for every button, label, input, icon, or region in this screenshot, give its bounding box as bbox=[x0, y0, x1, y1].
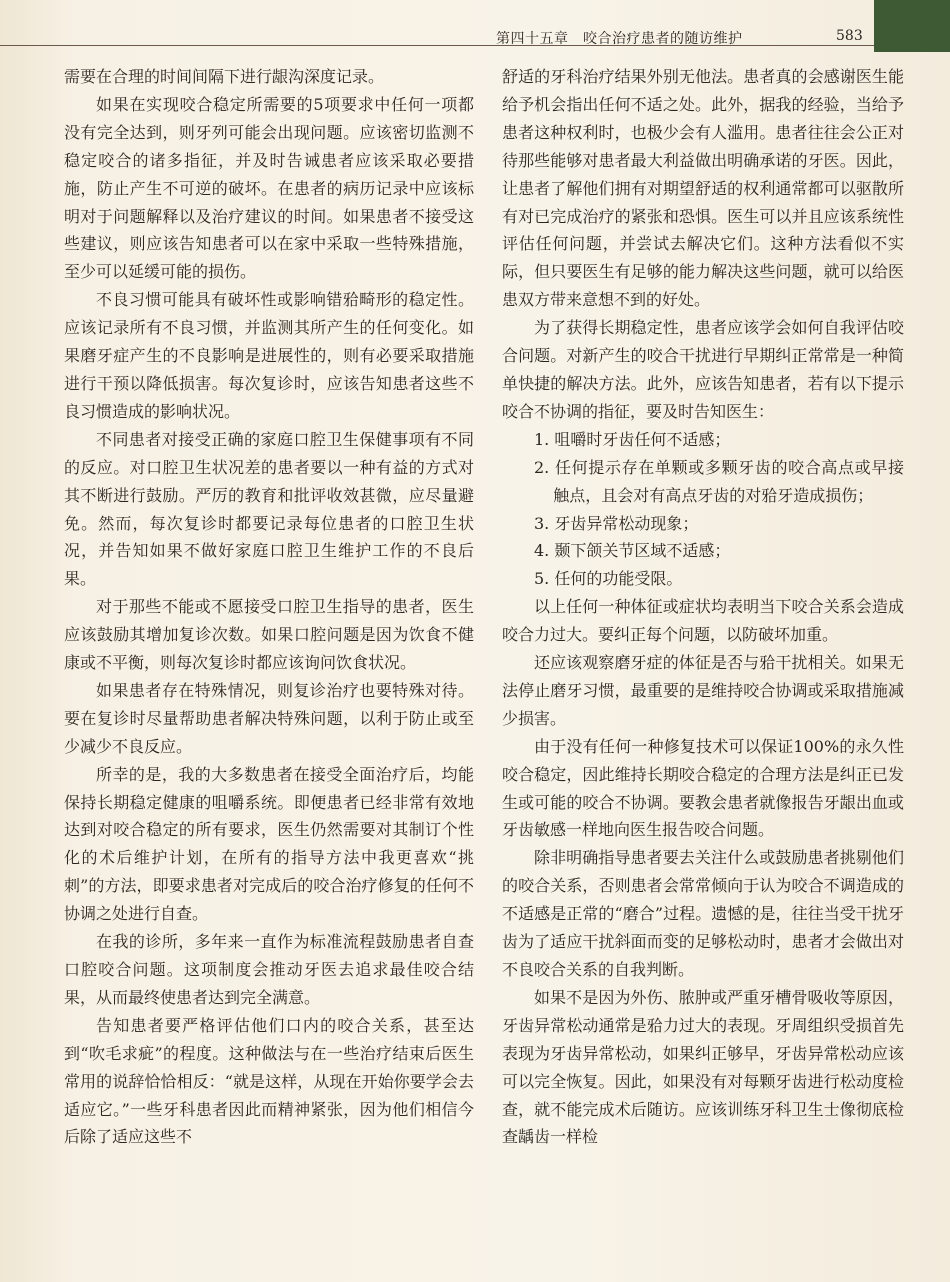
paragraph: 需要在合理的时间间隔下进行龈沟深度记录。 bbox=[64, 67, 385, 86]
paragraph: 不同患者对接受正确的家庭口腔卫生保健事项有不同的反应。对口腔卫生状况差的患者要以一种有益的方式对其不断进行鼓励。严厉的教育和批评收效甚微，应尽量避免。然而，每次复诊时都要记录每位患者的口腔卫生状况，并告知如果不做好家庭口腔卫生维护工作的不良后果。 bbox=[64, 429, 474, 589]
list-item: 2. 任何提示存在单颗或多颗牙齿的咬合高点或早接触点，且会对有高点牙齿的对𬌗牙造成损伤； bbox=[534, 457, 904, 505]
paragraph: 如果在实现咬合稳定所需要的5项要求中任何一项都没有完全达到，则牙列可能会出现问题。应该密切监测不稳定咬合的诸多指征，并及时告诫患者应该采取必要措施，防止产生不可逆的破坏。在患者的病历记录中应该标明对于问题解释以及治疗建议的时间。如果患者不接受这些建议，则应该告知患者可以在家中采取一些特殊措施，至少可以延缓可能的损伤。 bbox=[64, 94, 474, 282]
paragraph: 所幸的是，我的大多数患者在接受全面治疗后，均能保持长期稳定健康的咀嚼系统。即便患者已经非常有效地达到对咬合稳定的所有要求，医生仍然需要对其制订个性化的术后维护计划，在所有的指导方法中我更喜欢“挑刺”的方法，即要求患者对完成后的咬合治疗修复的任何不协调之处进行自查。 bbox=[64, 764, 474, 924]
paragraph: 对于那些不能或不愿接受口腔卫生指导的患者，医生应该鼓励其增加复诊次数。如果口腔问题是因为饮食不健康或不平衡，则每次复诊时都应该询问饮食状况。 bbox=[64, 597, 474, 673]
paragraph: 还应该观察磨牙症的体征是否与𬌗干扰相关。如果无法停止磨牙习惯，最重要的是维持咬合协调或采取措施减少损害。 bbox=[502, 653, 904, 728]
paragraph: 如果不是因为外伤、脓肿或严重牙槽骨吸收等原因，牙齿异常松动通常是𬌗力过大的表现。牙周组织受损首先表现为牙齿异常松动，如果纠正够早，牙齿异常松动应该可以完全恢复。因此，如果没有对每颗牙齿进行松动度检查，就不能完成术后随访。应该训练牙科卫生士像彻底检查龋齿一样检 bbox=[502, 987, 904, 1147]
list-item: 5. 任何的功能受限。 bbox=[534, 569, 683, 589]
paragraph: 如果患者存在特殊情况，则复诊治疗也要特殊对待。要在复诊时尽量帮助患者解决特殊问题，以利于防止或至少减少不良反应。 bbox=[64, 680, 474, 756]
paragraph: 除非明确指导患者要去关注什么或鼓励患者挑剔他们的咬合关系，否则患者会常常倾向于认为咬合不调造成的不适感是正常的“磨合”过程。遗憾的是，往往当受干扰牙齿为了适应干扰斜面而变的足够松动时，患者才会做出对不良咬合关系的自我判断。 bbox=[502, 848, 904, 979]
list-item: 4. 颞下颌关节区域不适感； bbox=[534, 541, 731, 561]
running-header bbox=[0, 0, 874, 52]
paragraph: 在我的诊所，多年来一直作为标准流程鼓励患者自查口腔咬合问题。这项制度会推动牙医去追求最佳咬合结果，从而最终使患者达到完全满意。 bbox=[64, 932, 474, 1007]
paragraph: 以上任何一种体征或症状均表明当下咬合关系会造成咬合力过大。要纠正每个问题，以防破坏加重。 bbox=[502, 597, 904, 645]
left-column bbox=[64, 63, 474, 1151]
list-item: 1. 咀嚼时牙齿任何不适感； bbox=[534, 429, 731, 449]
paragraph: 告知患者要严格评估他们口内的咬合关系，甚至达到“吹毛求疵”的程度。这种做法与在一些治疗结束后医生常用的说辞恰恰相反：“就是这样，从现在开始你要学会去适应它。”一些牙科患者因此而精神紧张，因为他们相信今后除了适应这些不 bbox=[64, 1015, 474, 1147]
paragraph: 舒适的牙科治疗结果外别无他法。患者真的会感谢医生能给予机会指出任何不适之处。此外，据我的经验，当给予患者这种权利时，也极少会有人滥用。患者往往会公正对待那些能够对患者最大利益做出明确承诺的牙医。因此，让患者了解他们拥有对期望舒适的权利通常都可以驱散所有对已完成治疗的紧张和恐惧。医生可以并且应该系统性评估任何问题，并尝试去解决它们。这种方法看似不实际，但只要医生有足够的能力解决这些问题，就可以给医患双方带来意想不到的好处。 bbox=[502, 67, 904, 310]
paragraph: 不良习惯可能具有破坏性或影响错𬌗畸形的稳定性。应该记录所有不良习惯，并监测其所产生的任何变化。如果磨牙症产生的不良影响是进展性的，则有必要采取措施进行干预以降低损害。每次复诊时，应该告知患者这些不良习惯造成的影响状况。 bbox=[64, 290, 474, 421]
header-rule bbox=[0, 45, 874, 46]
chapter-title: 第四十五章 咬合治疗患者的随访维护 bbox=[496, 31, 743, 47]
chapter-thumb-tab bbox=[874, 0, 950, 52]
paragraph: 为了获得长期稳定性，患者应该学会如何自我评估咬合问题。对新产生的咬合干扰进行早期纠正常常是一种简单快捷的解决方法。此外，应该告知患者，若有以下提示咬合不协调的指征，要及时告知医生： bbox=[502, 318, 904, 421]
page-number: 583 bbox=[836, 28, 863, 44]
right-column bbox=[502, 63, 904, 1151]
paragraph: 由于没有任何一种修复技术可以保证100%的永久性咬合稳定，因此维持长期咬合稳定的合理方法是纠正已发生或可能的咬合不协调。要教会患者就像报告牙龈出血或牙齿敏感一样地向医生报告咬合问题。 bbox=[502, 736, 904, 840]
list-item: 3. 牙齿异常松动现象； bbox=[534, 513, 699, 533]
